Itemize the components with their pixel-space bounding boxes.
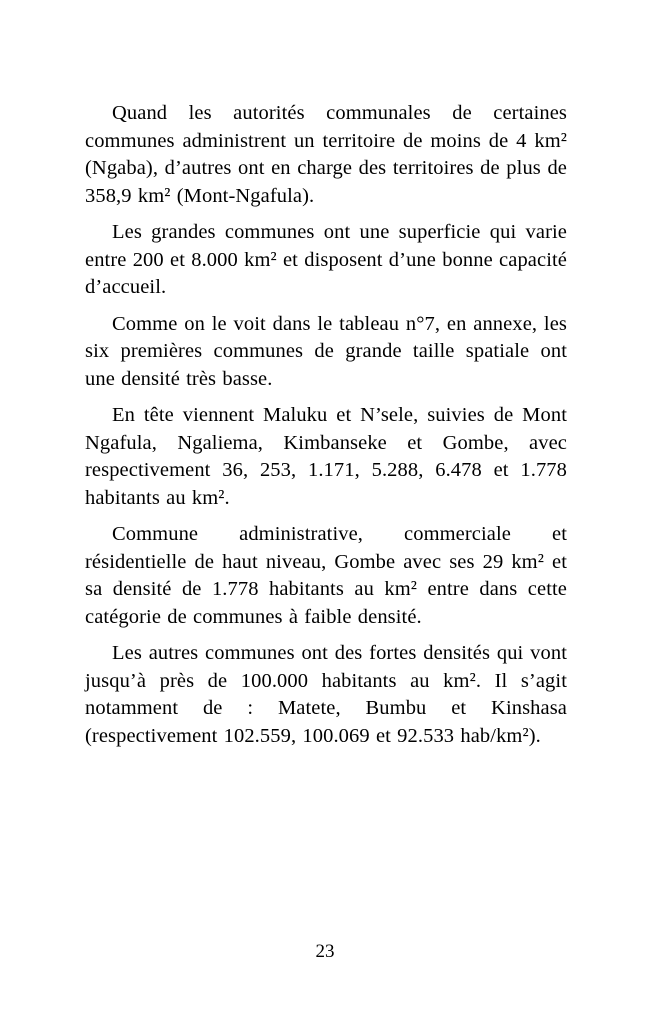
paragraph-large-communes: Les grandes communes ont une superficie qui varie entre 200 et 8.000 km² et disposent d’une bonne capacité d’accueil.: [85, 221, 567, 298]
paragraph-density-ranking: En tête viennent Maluku et N’sele, suivies de Mont Ngafula, Ngaliema, Kimbanseke et Gombe, avec respectivement 36, 253, 1.171, 5.288, 6.478 et 1.778 habitants au km².: [85, 404, 567, 509]
paragraph-gombe: Commune administrative, commerciale et résidentielle de haut niveau, Gombe avec ses 29 km² et sa densité de 1.778 habitants au km² entre dans cette catégorie de communes à faible densité.: [85, 523, 567, 628]
body-text: [85, 100, 567, 759]
paragraph-tableau-7: Comme on le voit dans le tableau n°7, en annexe, les six premières communes de grande taille spatiale ont une densité très basse.: [85, 312, 567, 390]
page-number: 23: [315, 941, 335, 962]
paragraph-high-density-communes: Les autres communes ont des fortes densités qui vont jusqu’à près de 100.000 habitants au km². Il s’agit notamment de : Matete, Bumbu et Kinshasa (respectivement 102.559, 100.069 et 92.533 hab/km²).: [85, 642, 567, 747]
paragraph-territory-extremes: Quand les autorités communales de certaines communes administrent un territoire de moins de 4 km² (Ngaba), d’autres ont en charge des territoires de plus de 358,9 km² (Mont-Ngafula).: [85, 102, 567, 207]
